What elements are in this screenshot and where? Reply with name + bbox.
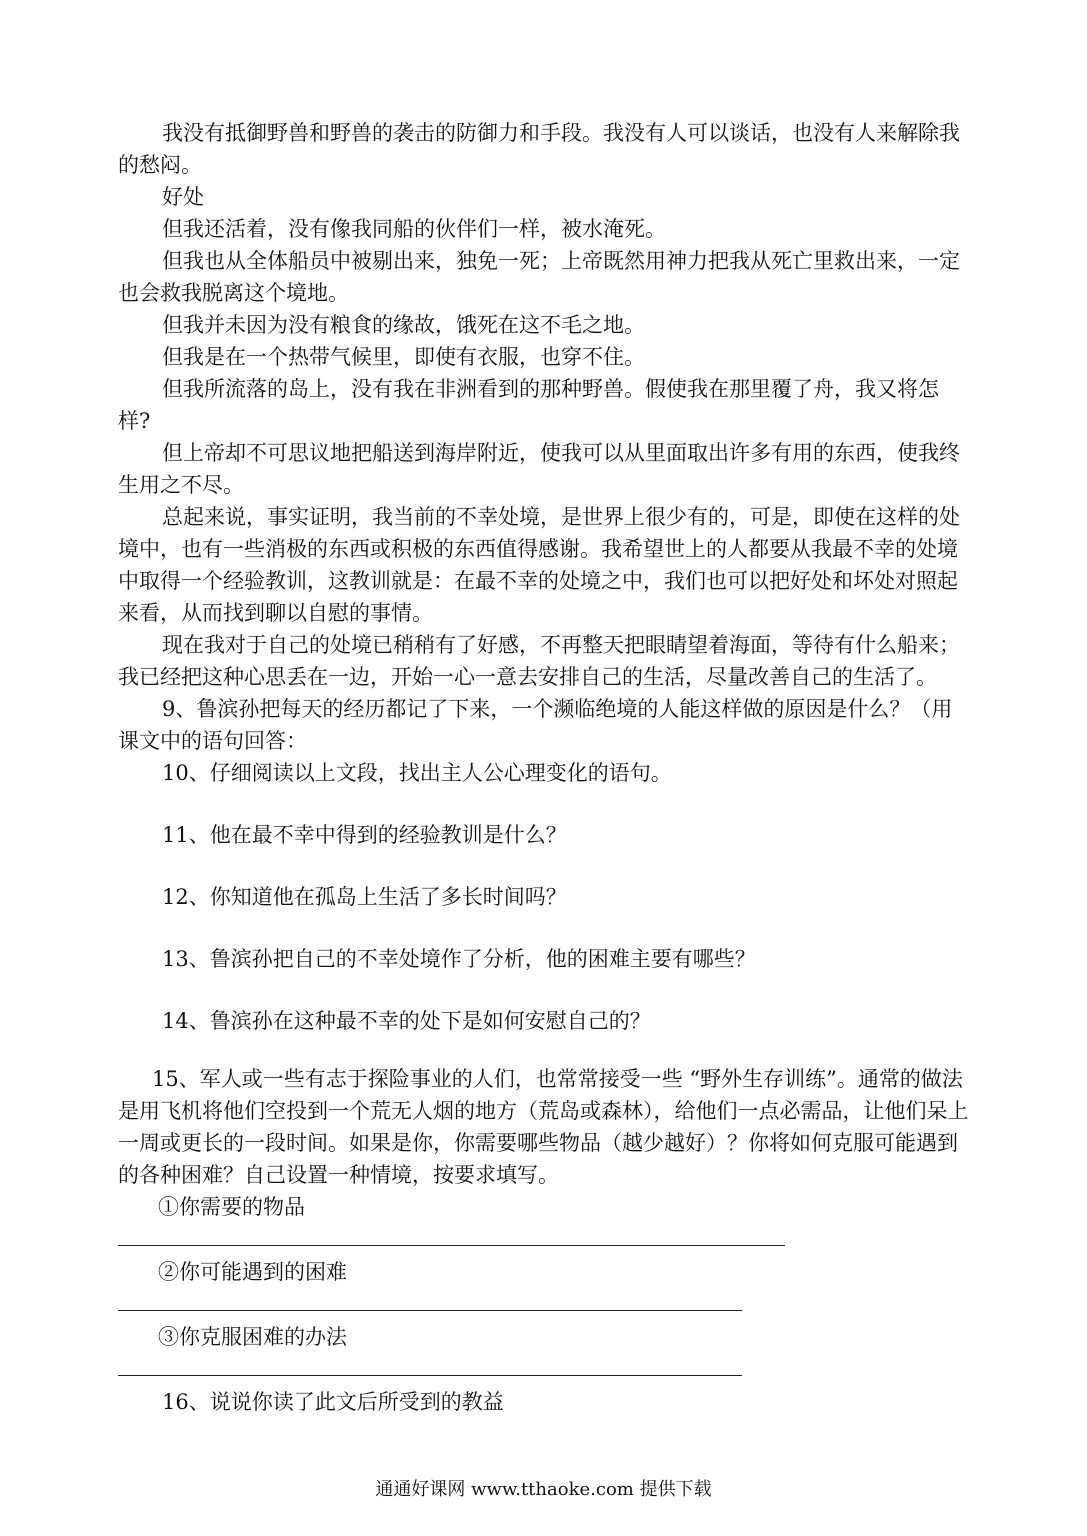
answer-space [118,913,970,943]
passage-heading-good: 好处 [162,185,204,209]
question-11: 11、他在最不幸中得到的经验教训是什么？ [162,823,567,847]
answer-line[interactable] [118,1245,785,1246]
question-14: 14、鲁滨孙在这种最不幸的处下是如何安慰自己的？ [162,1009,651,1033]
answer-space [118,789,970,819]
question-15-part-c: ③你克服困难的办法 [158,1325,347,1349]
page-footer: 通通好课网 www.tthaoke.com 提供下载 [375,1479,712,1500]
document-body [118,117,970,1418]
passage-paragraph-2: 但我还活着，没有像我同船的伙伴们一样，被水淹死。 [162,217,666,241]
question-15: 15、军人或一些有志于探险事业的人们，也常常接受一些 “野外生存训练”。通常的做法是用飞机将他们空投到一个荒无人烟的地方（荒岛或森林），给他们一点必需品，让他们呆上一周或更长的一段时间。如果是你，你需要哪些物品（越少越好）？你将如何克服可能遇到的各种困难？自己设置一种情境，按要求填写。 [118,1067,969,1187]
question-15-part-a: ①你需要的物品 [158,1195,305,1219]
question-9: 9、鲁滨孙把每天的经历都记了下来，一个濒临绝境的人能这样做的原因是什么？（用课文中的语句回答： [118,697,953,753]
passage-paragraph-9: 现在我对于自己的处境已稍稍有了好感，不再整天把眼睛望着海面，等待有什么船来；我已经把这种心思丢在一边，开始一心一意去安排自己的生活，尽量改善自己的生活了。 [118,633,960,689]
passage-paragraph-3: 但我也从全体船员中被剔出来，独免一死；上帝既然用神力把我从死亡里救出来，一定也会救我脱离这个境地。 [118,249,960,305]
answer-line[interactable] [118,1375,742,1376]
question-13: 13、鲁滨孙把自己的不幸处境作了分析，他的困难主要有哪些？ [162,947,756,971]
answer-space [118,851,970,881]
passage-paragraph-4: 但我并未因为没有粮食的缘故，饿死在这不毛之地。 [162,313,645,337]
question-10: 10、仔细阅读以上文段，找出主人公心理变化的语句。 [162,761,672,785]
passage-paragraph-8: 总起来说，事实证明，我当前的不幸处境，是世界上很少有的，可是，即使在这样的处境中，也有一些消极的东西或积极的东西值得感谢。我希望世上的人都要从我最不幸的处境中取得一个经验教训，这教训就是：在最不幸的处境之中，我们也可以把好处和坏处对照起来看，从而找到聊以自慰的事情。 [118,505,960,625]
passage-paragraph-7: 但上帝却不可思议地把船送到海岸附近，使我可以从里面取出许多有用的东西，使我终生用之不尽。 [118,441,960,497]
answer-space [118,975,970,1005]
passage-paragraph-6: 但我所流落的岛上，没有我在非洲看到的那种野兽。假使我在那里覆了舟，我又将怎样? [118,377,939,433]
passage-paragraph-5: 但我是在一个热带气候里，即使有衣服，也穿不住。 [162,345,645,369]
passage-paragraph-1: 我没有抵御野兽和野兽的袭击的防御力和手段。我没有人可以谈话，也没有人来解除我的愁闷。 [118,121,960,177]
question-15-part-b: ②你可能遇到的困难 [158,1260,347,1284]
question-16: 16、说说你读了此文后所受到的教益 [162,1390,504,1414]
question-12: 12、你知道他在孤岛上生活了多长时间吗？ [162,885,567,909]
answer-line[interactable] [118,1310,742,1311]
